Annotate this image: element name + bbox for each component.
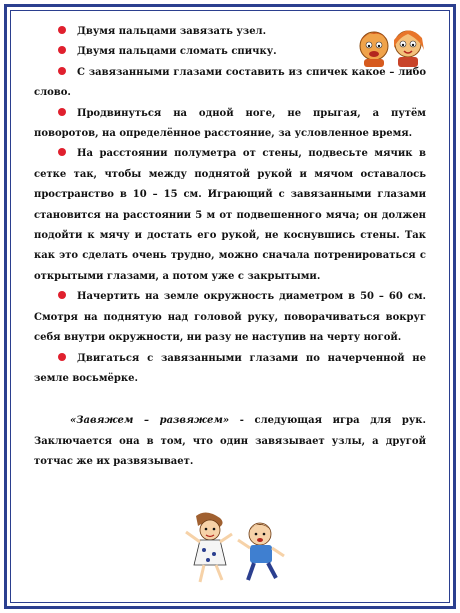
- list-item: [34, 22, 426, 42]
- boy-running-icon: [238, 523, 284, 580]
- list-item: [34, 104, 426, 145]
- red-bullet-icon: [58, 46, 66, 54]
- girl-dancing-icon: [186, 512, 232, 582]
- red-bullet-icon: [58, 148, 66, 156]
- list-item-text: Продвинуться на одной ноге, не прыгая, а путём поворотов, на определённое расстояние, за условленное время.: [34, 107, 426, 140]
- list-item: [34, 349, 426, 390]
- document-body: [34, 22, 426, 473]
- red-bullet-icon: [58, 353, 66, 361]
- game-description: [34, 411, 426, 472]
- list-item: [34, 144, 426, 287]
- game-text: - следующая игра для рук. Заключается она в том, что один завязывает узлы, а другой тотчас же их развязывает.: [34, 415, 426, 468]
- red-bullet-icon: [58, 291, 66, 299]
- section-spacer: [34, 389, 426, 411]
- list-item-text: Двумя пальцами завязать узел.: [77, 26, 267, 37]
- list-item: [34, 42, 426, 62]
- red-bullet-icon: [58, 26, 66, 34]
- list-item-text: Двигаться с завязанными глазами по начерченной не земле восьмёрке.: [34, 352, 426, 384]
- red-bullet-icon: [58, 67, 66, 75]
- list-item-text: Начертить на земле окружность диаметром в 50 – 60 см. Смотря на поднятую над головой руку, поворачиваться вокруг себя внутри окружности, ни разу не наступив на черту ногой.: [34, 291, 426, 344]
- cartoon-children-bottom-illustration: [176, 510, 296, 585]
- list-item: [34, 63, 426, 104]
- list-item-text: С завязанными глазами составить из спичек какое – либо слово.: [34, 66, 426, 99]
- red-bullet-icon: [58, 108, 66, 116]
- game-title: «Завяжем – развяжем»: [70, 415, 230, 427]
- list-item-text: Двумя пальцами сломать спичку.: [77, 46, 277, 58]
- list-item: [34, 287, 426, 348]
- list-item-text: На расстоянии полуметра от стены, подвесьте мячик в сетке так, чтобы между поднятой рукой и мячом оставалось пространство в 10 – 15 см. Играющий с завязанными глазами становится на расстоянии 5 м от подвешенного мяча; он должен подойти к мячу и достать его рукой, не коснувшись стены. Так как это сделать очень трудно, можно сначала потренироваться с открытыми глазами, а потом уже с закрытыми.: [34, 148, 426, 282]
